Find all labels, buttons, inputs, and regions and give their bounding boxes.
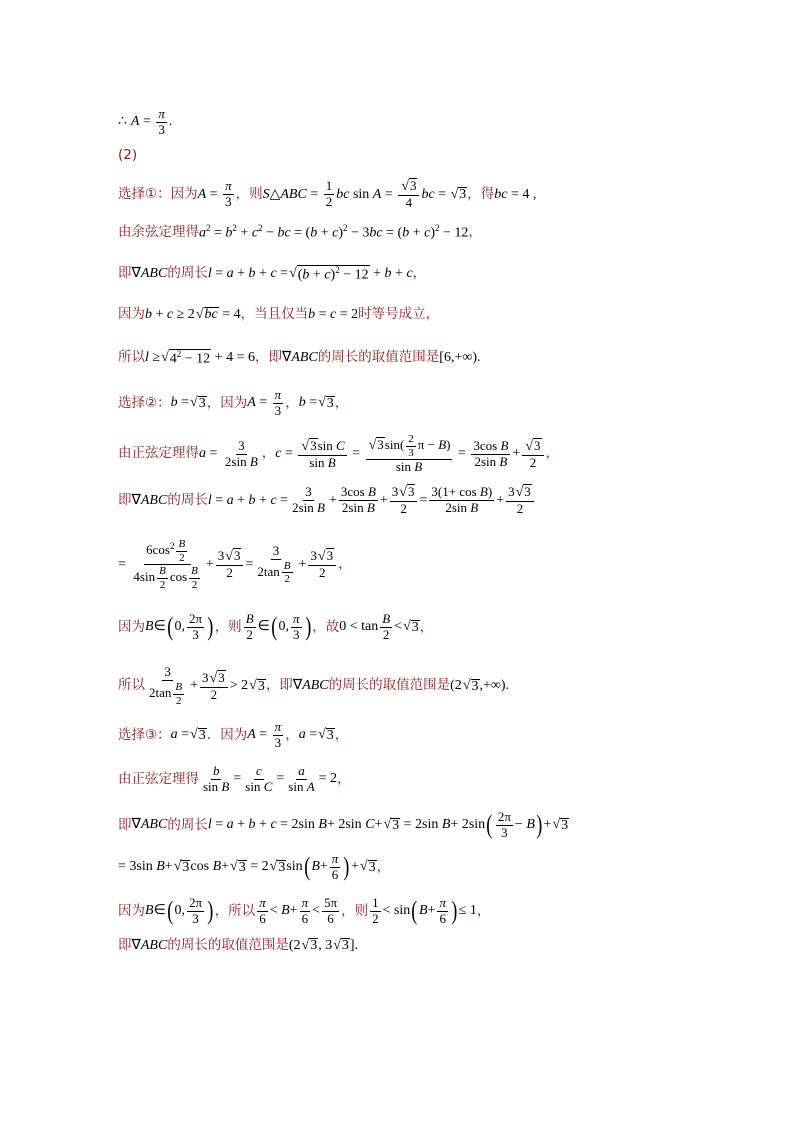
text: ，故 (312, 618, 340, 635)
text: ，即 (254, 349, 282, 366)
text: ， (419, 618, 434, 635)
text: ， (334, 726, 349, 743)
text: 因为 (118, 902, 145, 919)
line-perimeter-1: 即 ∇ABC 的周长 l = a + b + c = √ $(b + c)^2 - 12$ + b + c ， (118, 265, 427, 283)
text: ， (468, 223, 482, 240)
text: ，则 (341, 902, 369, 919)
line-half-angle: = $6\cos^2$ $\frac{B}{2}$ 4sin $\frac{B}{2}$ cos $\frac{B}{2}$ + $\frac{3√3}{2}$ = 3 2tan $\frac{B}{2}$ + $\frac{3√3}{2}$ ， (118, 538, 352, 591)
text: 即 (118, 936, 132, 953)
text: ， (545, 445, 560, 462)
text: 的周长 (167, 491, 208, 508)
text: ， (376, 858, 391, 875)
text: 时等号成立， (358, 305, 440, 322)
text: 的周长 (167, 265, 208, 282)
line-sine-law-3: 由正弦定理得 $\frac{b}{\text{sin B}}$ = $\frac{c}{\text{sin C}}$ = $\frac{a}{\text{sin A}}$ = 2 ， (118, 763, 351, 794)
text: ，因为 (206, 394, 248, 411)
line-perimeter-2: 即 ∇ABC 的周长 l = a + b + c = $\frac{3}{\text{2sin B}}$ + $\frac{\text{3cos B}}{\text{2sin B}}$ + $\frac{3√3}{2}$ = $\frac{\text{3(1+ cos B)}}{\text{2sin B}}$ + $\frac{3√3}{2}$ (118, 484, 754, 517)
text: 即 (118, 491, 132, 508)
text: 即 (118, 265, 132, 282)
text: 的周长的取值范围是 (317, 349, 440, 366)
text: 因为 (118, 618, 145, 635)
text: 由正弦定理得 (118, 770, 199, 787)
text: 的周长的取值范围是 (167, 936, 289, 953)
period: . (505, 678, 510, 694)
line-choice-3: 选择③： a = √ 3 ．因为 A = $\frac{\pi}{3}$ ， a = √ 3 ， (118, 719, 349, 750)
part-label (118, 149, 754, 163)
text: 选择②： (118, 394, 171, 411)
text: 由正弦定理得 (118, 445, 199, 462)
line-cosine-law: 由余弦定理得 $a^2 = b^2 + c^2$ − bc = $(b + c)^2 - 3bc = (b + c)^2 - 12$ ， (118, 223, 482, 241)
text: 所以 (118, 677, 145, 694)
line-simplify-3: = 3sin B+ √ 3 cos B+ √ 3 = 2 √ 3 sin ( B + $\frac{\pi}{6}$ ) + √ 3 ， (118, 851, 391, 882)
text: 所以 (118, 349, 145, 366)
text: ， (476, 902, 491, 919)
text: 选择①：因为 (118, 185, 198, 202)
line-angle-range-3: 因为 B ∈ ( 0, $\frac{2\pi}{3}$ ) ，所以 $\frac{\pi}{6}$ < B+ $\frac{\pi}{6}$ < $\frac{5\pi}{6}$ ，则 $\frac{1}{2}$ < sin ( B + $\frac{\pi}{6}$ ) ≤ 1 ， (118, 895, 491, 926)
text: ，则 (235, 185, 263, 202)
text: 由余弦定理得 (118, 223, 199, 240)
line-range-2: 所以 3 2tan $\frac{B}{2}$ + $\frac{3√3}{2}$ > 2 √ 3 ，即 ∇ABC 的周长的取值范围是 (2 √ 3 ,+∞) . (118, 664, 510, 707)
text: 的周长 (167, 816, 208, 833)
period: . (477, 349, 481, 365)
text: 即 (118, 816, 132, 833)
text: ， (261, 445, 276, 462)
line-amgm: 因为 b + c ≥ 2 √ bc = 4 ，当且仅当 b = c = 2 时等号成立， (118, 305, 440, 322)
period: . (354, 937, 359, 953)
text: ， (285, 726, 299, 743)
text: 因为 (118, 305, 145, 322)
part-number: (2) (118, 147, 138, 163)
line-sine-law-2: 由正弦定理得 a = $\frac{3}{\text{2sin B}}$ ， c = $\frac{\text{√3sin C}}{\text{sin B}}$ = √3sin( $\frac{2}{3}$ π − B) sin B = $\frac{\text{3cos B}}{\text{2sin B}}$ + $\frac{√3}{2}$ ， (118, 433, 560, 475)
line-range-3: 即 ∇ABC 的周长的取值范围是 (2 √ 3 , 3 √ 3 ] . (118, 936, 359, 953)
text: ， (334, 394, 349, 411)
line-choice-2: 选择②： b = √ 3 ，因为 A = $\frac{\pi}{3}$ ， b = √ 3 ， (118, 387, 349, 418)
text: ， (285, 394, 299, 411)
line-conclusion-a: ∴ A = $\frac{\pi}{3}$ . (118, 106, 173, 137)
line-choice-1: 选择①：因为 A = $\frac{\pi}{3}$ ，则 S △ABC = $\frac{1}{2}$ bc sin A = $\frac{√3}{4}$ bc = √ 3 ，得 bc = 4 , (118, 178, 537, 211)
text: ，得 (467, 185, 495, 202)
text: ，即 (265, 677, 293, 694)
text: ，则 (214, 618, 242, 635)
text: ，当且仅当 (240, 305, 309, 322)
text: ， (412, 265, 427, 282)
text: 选择③： (118, 726, 171, 743)
line-perimeter-3: 即 ∇ABC 的周长 l = a + b + c = 2sin B+ 2sin C+ √ 3 = 2sin B+ 2sin ( $\frac{2\pi}{3}$ − B ) + √ 3 (118, 809, 569, 840)
text: ， (338, 556, 352, 573)
line-angle-range-2: 因为 B ∈ ( 0, $\frac{2\pi}{3}$ ) ，则 $\frac{B}{2}$ ∈ ( 0, $\frac{\pi}{3}$ ) ，故 0 < tan $\frac{B}{2}$ < √ 3 ， (118, 611, 434, 642)
text: ， (337, 770, 351, 787)
text: ，所以 (214, 902, 256, 919)
text: 的周长的取值范围是 (328, 677, 451, 694)
text: ．因为 (206, 726, 248, 743)
line-range-1: 所以 l ≥ √ $4^2 - 12$ + 4 = 6 ，即 ∇ABC 的周长的取值范围是 [6,+∞) . (118, 349, 481, 367)
period: . (168, 114, 173, 130)
